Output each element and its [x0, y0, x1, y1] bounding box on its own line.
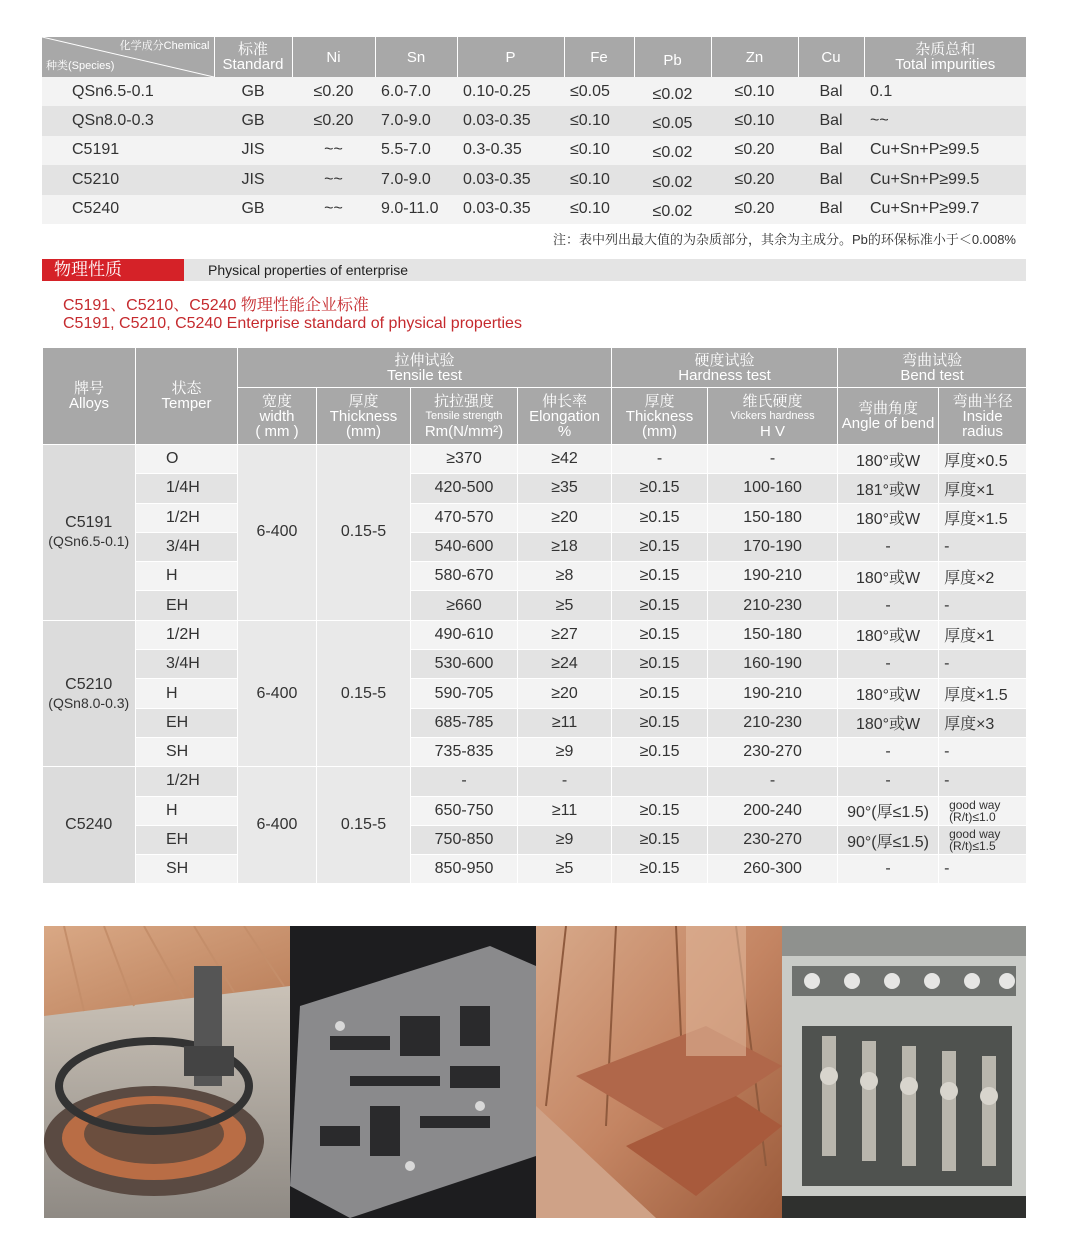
temper-cell: SH: [136, 855, 238, 884]
alloy-cell: [43, 767, 136, 884]
tensile-strength-cell: 850-950: [411, 855, 518, 884]
phys-row: [43, 503, 1027, 532]
thickness-cell: 0.15-5: [317, 620, 411, 766]
chem-cell-sn: 9.0-11.0: [375, 195, 457, 224]
vickers-cell: 170-190: [708, 532, 838, 561]
temper-cell: H: [136, 562, 238, 591]
chem-cell-sn: 6.0-7.0: [375, 77, 457, 106]
vickers-cell: 190-210: [708, 562, 838, 591]
hardness-thickness-cell: ≥0.15: [612, 503, 708, 532]
chem-row: [42, 136, 1026, 165]
elongation-cell: ≥8: [518, 562, 612, 591]
radius-cell: 厚度×1.5: [939, 679, 1027, 708]
alloy-name: C5210: [65, 675, 113, 693]
photo-connector: [782, 926, 1026, 1218]
chem-cell-total: Cu+Sn+P≥99.5: [864, 165, 1026, 194]
phys-header-row-1: [43, 348, 1027, 388]
chem-cell-species: QSn6.5-0.1: [42, 77, 214, 106]
tensile-strength-cell: 580-670: [411, 562, 518, 591]
hardness-thickness-cell: ≥0.15: [612, 562, 708, 591]
chem-cell-ni: ~~: [292, 165, 375, 194]
phys-row: [43, 737, 1027, 766]
chem-cell-species: C5191: [42, 136, 214, 165]
phys-row: [43, 650, 1027, 679]
header-ni: Ni: [292, 37, 375, 77]
chem-cell-fe: ≤0.10: [564, 136, 634, 165]
chem-row: [42, 165, 1026, 194]
temper-cell: EH: [136, 591, 238, 620]
diagonal-header-cell: [42, 37, 214, 77]
elongation-cell: ≥11: [518, 708, 612, 737]
chem-footnote: 注：表中列出最大值的为杂质部分，其余为主成分。Pb的环保标准小于＜0.008%: [553, 232, 1016, 247]
phys-row: [43, 796, 1027, 825]
elongation-cell: ≥42: [518, 445, 612, 474]
chem-cell-sn: 7.0-9.0: [375, 106, 457, 135]
chem-cell-zn: ≤0.20: [711, 195, 798, 224]
tensile-strength-cell: 470-570: [411, 503, 518, 532]
chem-cell-cu: Bal: [798, 77, 864, 106]
tensile-strength-cell: 530-600: [411, 650, 518, 679]
phys-row: [43, 708, 1027, 737]
header-fe: Fe: [564, 37, 634, 77]
header-elongation: 伸长率 Elongation %: [518, 388, 612, 445]
header-bend-test: 弯曲试验 Bend test: [838, 348, 1027, 388]
header-temper: 状态 Temper: [136, 348, 238, 445]
phys-row: [43, 445, 1027, 474]
temper-cell: H: [136, 796, 238, 825]
thickness-cell: 0.15-5: [317, 767, 411, 884]
photo-copper-coil: [44, 926, 290, 1218]
chem-cell-zn: ≤0.20: [711, 136, 798, 165]
phys-row: [43, 474, 1027, 503]
chem-cell-ni: ≤0.20: [292, 77, 375, 106]
hardness-thickness-cell: ≥0.15: [612, 825, 708, 854]
vickers-cell: 260-300: [708, 855, 838, 884]
temper-cell: 3/4H: [136, 532, 238, 561]
header-p: P: [457, 37, 564, 77]
header-tensile-strength: 抗拉强度 Tensile strength Rm(N/mm²): [411, 388, 518, 445]
chem-row: [42, 77, 1026, 106]
chem-cell-std: JIS: [214, 165, 292, 194]
angle-cell: 181°或W: [838, 474, 939, 503]
chem-cell-zn: ≤0.10: [711, 77, 798, 106]
header-angle-of-bend: 弯曲角度 Angle of bend: [838, 388, 939, 445]
hardness-thickness-cell: ≥0.15: [612, 532, 708, 561]
tensile-strength-cell: ≥370: [411, 445, 518, 474]
chem-cell-std: GB: [214, 77, 292, 106]
physical-properties-table: [42, 347, 1027, 884]
chem-header-row: [42, 37, 1026, 77]
vickers-cell: 150-180: [708, 620, 838, 649]
tensile-strength-cell: -: [411, 767, 518, 796]
header-zn: Zn: [711, 37, 798, 77]
chem-cell-total: 0.1: [864, 77, 1026, 106]
section-label-en: Physical properties of enterprise: [208, 262, 408, 278]
diag-header-top: 化学成分Chemical: [119, 40, 210, 52]
chem-cell-pb: ≤0.02: [634, 165, 711, 194]
elongation-cell: ≥24: [518, 650, 612, 679]
chem-cell-zn: ≤0.20: [711, 165, 798, 194]
elongation-cell: ≥9: [518, 737, 612, 766]
angle-cell: -: [838, 855, 939, 884]
header-hardness-thickness: 厚度 Thickness (mm): [612, 388, 708, 445]
chem-cell-p: 0.03-0.35: [457, 195, 564, 224]
vickers-cell: 160-190: [708, 650, 838, 679]
hardness-thickness-cell: -: [612, 445, 708, 474]
vickers-cell: -: [708, 445, 838, 474]
header-hardness-test: 硬度试验 Hardness test: [612, 348, 838, 388]
angle-cell: -: [838, 737, 939, 766]
phys-row: [43, 591, 1027, 620]
header-cu: Cu: [798, 37, 864, 77]
chem-cell-p: 0.03-0.35: [457, 165, 564, 194]
radius-cell: -: [939, 591, 1027, 620]
chem-cell-species: QSn8.0-0.3: [42, 106, 214, 135]
chem-cell-fe: ≤0.05: [564, 77, 634, 106]
vickers-cell: 210-230: [708, 708, 838, 737]
chem-cell-std: GB: [214, 106, 292, 135]
angle-cell: 180°或W: [838, 562, 939, 591]
elongation-cell: ≥5: [518, 591, 612, 620]
header-tensile-test: 拉伸试验 Tensile test: [238, 348, 612, 388]
alloy-alias: (QSn6.5-0.1): [48, 533, 130, 550]
chem-cell-ni: ≤0.20: [292, 106, 375, 135]
vickers-cell: 150-180: [708, 503, 838, 532]
phys-row: [43, 562, 1027, 591]
chem-cell-p: 0.10-0.25: [457, 77, 564, 106]
chem-cell-cu: Bal: [798, 195, 864, 224]
elongation-cell: ≥20: [518, 679, 612, 708]
chem-cell-ni: ~~: [292, 195, 375, 224]
hardness-thickness-cell: ≥0.15: [612, 708, 708, 737]
alloy-alias: (QSn8.0-0.3): [48, 694, 130, 711]
vickers-cell: 230-270: [708, 737, 838, 766]
chem-row: [42, 106, 1026, 135]
chem-cell-p: 0.3-0.35: [457, 136, 564, 165]
chem-cell-pb: ≤0.02: [634, 195, 711, 224]
elongation-cell: ≥18: [518, 532, 612, 561]
tensile-strength-cell: 540-600: [411, 532, 518, 561]
tensile-strength-cell: 590-705: [411, 679, 518, 708]
header-inside-radius: 弯曲半径 Inside radius: [939, 388, 1027, 445]
alloy-cell: [43, 620, 136, 766]
temper-cell: SH: [136, 737, 238, 766]
chem-cell-total: Cu+Sn+P≥99.7: [864, 195, 1026, 224]
elongation-cell: ≥20: [518, 503, 612, 532]
radius-cell: -: [939, 737, 1027, 766]
elongation-cell: -: [518, 767, 612, 796]
vickers-cell: 100-160: [708, 474, 838, 503]
width-cell: 6-400: [238, 620, 317, 766]
tensile-strength-cell: 650-750: [411, 796, 518, 825]
temper-cell: 1/4H: [136, 474, 238, 503]
temper-cell: O: [136, 445, 238, 474]
width-cell: 6-400: [238, 767, 317, 884]
angle-cell: -: [838, 532, 939, 561]
phys-row: [43, 825, 1027, 854]
angle-cell: 180°或W: [838, 620, 939, 649]
vickers-cell: 210-230: [708, 591, 838, 620]
tensile-strength-cell: ≥660: [411, 591, 518, 620]
radius-cell: 厚度×0.5: [939, 445, 1027, 474]
temper-cell: H: [136, 679, 238, 708]
width-cell: 6-400: [238, 445, 317, 621]
phys-row: [43, 532, 1027, 561]
radius-cell: 厚度×3: [939, 708, 1027, 737]
chem-row: [42, 195, 1026, 224]
radius-cell: 厚度×1: [939, 474, 1027, 503]
header-vickers: 维氏硬度 Vickers hardness H V: [708, 388, 838, 445]
angle-cell: -: [838, 767, 939, 796]
chem-cell-total: ~~: [864, 106, 1026, 135]
chem-cell-cu: Bal: [798, 106, 864, 135]
temper-cell: 3/4H: [136, 650, 238, 679]
chem-cell-sn: 7.0-9.0: [375, 165, 457, 194]
hardness-thickness-cell: ≥0.15: [612, 737, 708, 766]
tensile-strength-cell: 735-835: [411, 737, 518, 766]
chem-cell-ni: ~~: [292, 136, 375, 165]
chem-cell-fe: ≤0.10: [564, 106, 634, 135]
chem-cell-sn: 5.5-7.0: [375, 136, 457, 165]
phys-row: [43, 767, 1027, 796]
vickers-cell: 230-270: [708, 825, 838, 854]
chem-cell-pb: ≤0.02: [634, 136, 711, 165]
temper-cell: 1/2H: [136, 620, 238, 649]
hardness-thickness-cell: ≥0.15: [612, 796, 708, 825]
elongation-cell: ≥35: [518, 474, 612, 503]
chem-cell-species: C5240: [42, 195, 214, 224]
angle-cell: 180°或W: [838, 445, 939, 474]
radius-cell: good way (R/t)≤1.0: [939, 796, 1027, 825]
physical-title-cn: C5191、C5210、C5240 物理性能企业标准: [63, 297, 369, 314]
chem-cell-pb: ≤0.05: [634, 106, 711, 135]
temper-cell: 1/2H: [136, 767, 238, 796]
chem-cell-pb: ≤0.02: [634, 77, 711, 106]
radius-cell: -: [939, 855, 1027, 884]
vickers-cell: 190-210: [708, 679, 838, 708]
alloy-name: C5240: [65, 816, 113, 834]
angle-cell: 180°或W: [838, 503, 939, 532]
chem-cell-zn: ≤0.10: [711, 106, 798, 135]
angle-cell: 90°(厚≤1.5): [838, 796, 939, 825]
hardness-thickness-cell: ≥0.15: [612, 620, 708, 649]
hardness-thickness-cell: ≥0.15: [612, 474, 708, 503]
hardness-thickness-cell: ≥0.15: [612, 679, 708, 708]
chem-cell-species: C5210: [42, 165, 214, 194]
radius-cell: good way (R/t)≤1.5: [939, 825, 1027, 854]
header-alloys: 牌号 Alloys: [43, 348, 136, 445]
radius-cell: -: [939, 767, 1027, 796]
diag-header-bottom: 种类(Species): [46, 60, 115, 72]
elongation-cell: ≥11: [518, 796, 612, 825]
chem-cell-fe: ≤0.10: [564, 165, 634, 194]
phys-row: [43, 620, 1027, 649]
thickness-cell: 0.15-5: [317, 445, 411, 621]
header-total-impurities: 杂质总和 Total impurities: [864, 37, 1026, 77]
header-standard: 标准 Standard: [214, 37, 292, 77]
phys-row: [43, 855, 1027, 884]
temper-cell: EH: [136, 825, 238, 854]
radius-cell: 厚度×2: [939, 562, 1027, 591]
angle-cell: 180°或W: [838, 708, 939, 737]
photo-copper-strips: [536, 926, 782, 1218]
chem-cell-fe: ≤0.10: [564, 195, 634, 224]
hardness-thickness-cell: ≥0.15: [612, 855, 708, 884]
temper-cell: 1/2H: [136, 503, 238, 532]
chem-cell-p: 0.03-0.35: [457, 106, 564, 135]
angle-cell: -: [838, 591, 939, 620]
chemical-composition-table: [42, 37, 1026, 224]
hardness-thickness-cell: [612, 767, 708, 796]
chem-cell-cu: Bal: [798, 165, 864, 194]
chem-cell-std: JIS: [214, 136, 292, 165]
header-sn: Sn: [375, 37, 457, 77]
tensile-strength-cell: 490-610: [411, 620, 518, 649]
photo-lead-frame: [290, 926, 536, 1218]
header-width: 宽度 width ( mm ): [238, 388, 317, 445]
tensile-strength-cell: 420-500: [411, 474, 518, 503]
elongation-cell: ≥27: [518, 620, 612, 649]
radius-cell: 厚度×1.5: [939, 503, 1027, 532]
radius-cell: -: [939, 650, 1027, 679]
tensile-strength-cell: 750-850: [411, 825, 518, 854]
radius-cell: -: [939, 532, 1027, 561]
phys-row: [43, 679, 1027, 708]
chem-cell-std: GB: [214, 195, 292, 224]
tensile-strength-cell: 685-785: [411, 708, 518, 737]
alloy-cell: [43, 445, 136, 621]
hardness-thickness-cell: ≥0.15: [612, 591, 708, 620]
alloy-name: C5191: [65, 514, 113, 532]
angle-cell: 180°或W: [838, 679, 939, 708]
chem-cell-total: Cu+Sn+P≥99.5: [864, 136, 1026, 165]
physical-title-en: C5191, C5210, C5240 Enterprise standard of physical properties: [63, 315, 522, 332]
elongation-cell: ≥5: [518, 855, 612, 884]
photo-strip: [44, 926, 1026, 1218]
angle-cell: 90°(厚≤1.5): [838, 825, 939, 854]
section-bar: [42, 259, 1026, 281]
vickers-cell: -: [708, 767, 838, 796]
header-thickness: 厚度 Thickness (mm): [317, 388, 411, 445]
angle-cell: -: [838, 650, 939, 679]
hardness-thickness-cell: ≥0.15: [612, 650, 708, 679]
elongation-cell: ≥9: [518, 825, 612, 854]
vickers-cell: 200-240: [708, 796, 838, 825]
chem-cell-cu: Bal: [798, 136, 864, 165]
header-pb: Pb: [634, 37, 711, 77]
radius-cell: 厚度×1: [939, 620, 1027, 649]
temper-cell: EH: [136, 708, 238, 737]
section-label-cn: 物理性质: [42, 259, 184, 281]
